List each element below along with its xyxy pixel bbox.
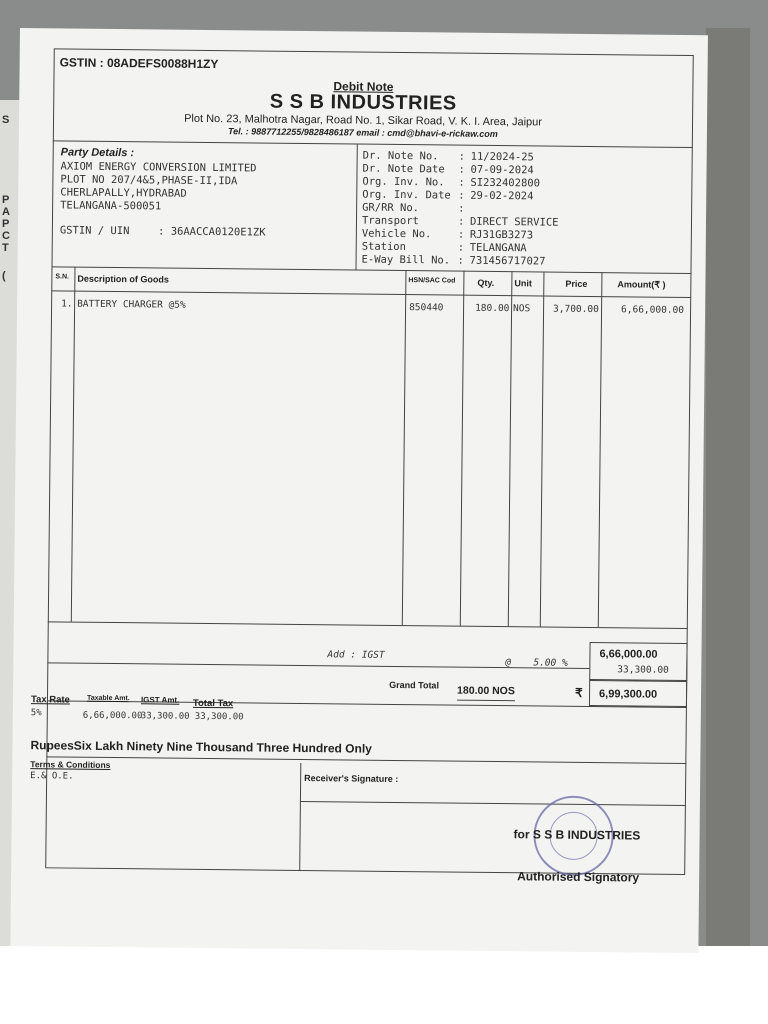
igst-amount: 33,300.00 bbox=[617, 664, 669, 676]
party-line: CHERLAPALLY,HYDRABAD bbox=[60, 186, 187, 200]
detail-value: SI232402800 bbox=[470, 176, 541, 190]
cell-description: BATTERY CHARGER @5% bbox=[77, 298, 186, 311]
side-letter: P bbox=[2, 218, 10, 230]
header-sn: S.N. bbox=[55, 273, 70, 281]
cell-amount: 6,66,000.00 bbox=[621, 304, 685, 316]
detail-value: 11/2024-25 bbox=[470, 150, 534, 164]
detail-row: Org. Inv. Date : 29-02-2024 bbox=[362, 188, 534, 203]
background-strip bbox=[706, 28, 750, 946]
grand-total-qty: 180.00 NOS bbox=[457, 685, 515, 702]
side-letter: ( bbox=[2, 270, 6, 282]
detail-row: Org. Inv. No. : SI232402800 bbox=[362, 175, 541, 190]
party-line: PLOT NO 207/4&5,PHASE-II,IDA bbox=[60, 173, 238, 188]
for-company-label: for S S B INDUSTRIES bbox=[513, 827, 641, 843]
detail-value: 07-09-2024 bbox=[470, 163, 534, 177]
party-line: TELANGANA-500051 bbox=[60, 199, 162, 213]
currency-symbol: ₹ bbox=[574, 685, 583, 700]
detail-row: Vehicle No. : RJ31GB3273 bbox=[361, 227, 534, 242]
total-tax-value: 33,300.00 bbox=[194, 711, 244, 723]
detail-value: TELANGANA bbox=[469, 241, 527, 255]
side-letter: P bbox=[2, 194, 10, 206]
terms-text: E.& O.E. bbox=[30, 771, 74, 782]
party-heading: Party Details : bbox=[60, 146, 135, 160]
party-address bbox=[60, 160, 257, 214]
side-letter: C bbox=[2, 230, 10, 242]
gstin-label: GSTIN bbox=[59, 55, 97, 70]
igst-amount-value: 33,300.00 bbox=[140, 711, 190, 722]
detail-label: Org. Inv. Date bbox=[362, 188, 451, 202]
detail-label: Dr. Note No. bbox=[362, 149, 439, 163]
detail-value: 29-02-2024 bbox=[470, 189, 534, 203]
header-hsn: HSN/SAC Cod bbox=[408, 277, 456, 285]
note-details bbox=[362, 150, 663, 271]
debit-note-page bbox=[10, 28, 708, 953]
document-title: Debit Note bbox=[333, 79, 394, 94]
tax-rate-value: 5% bbox=[30, 708, 42, 719]
total-tax-header: Total Tax bbox=[192, 697, 234, 710]
detail-value: RJ31GB3273 bbox=[469, 228, 534, 242]
detail-label: GR/RR No. bbox=[362, 201, 420, 215]
cell-qty: 180.00 bbox=[475, 302, 510, 315]
gstin-separator: : bbox=[99, 55, 104, 70]
header-price: Price bbox=[565, 278, 588, 289]
detail-label: Org. Inv. No. bbox=[362, 175, 445, 189]
gstin-value: 08ADEFS0088H1ZY bbox=[106, 55, 219, 72]
cell-unit: NOS bbox=[513, 303, 531, 315]
party-gstin-separator: : bbox=[158, 225, 165, 238]
company-contact: Tel. : 9887712255/9828486187 email : cmd@bhavi-e-rickaw.com bbox=[227, 126, 498, 140]
authorised-signatory: Authorised Signatory bbox=[517, 869, 640, 885]
header-qty: Qty. bbox=[477, 277, 495, 288]
subtotal-value: 6,66,000.00 bbox=[599, 648, 658, 661]
party-line: AXIOM ENERGY CONVERSION LIMITED bbox=[60, 160, 257, 175]
detail-label: Dr. Note Date bbox=[362, 162, 445, 176]
tax-rate-header: Tax Rate bbox=[30, 694, 70, 706]
cell-hsn: 850440 bbox=[409, 302, 444, 314]
side-letter: A bbox=[2, 206, 10, 218]
company-name: S S B INDUSTRIES bbox=[269, 90, 457, 115]
tax-summary bbox=[31, 690, 271, 733]
igst-at-sign: @ bbox=[505, 657, 512, 669]
cell-price: 3,700.00 bbox=[553, 303, 599, 316]
igst-amount-header: IGST Amt. bbox=[140, 695, 180, 705]
party-gstin-value: 36AACCA0120E1ZK bbox=[170, 225, 266, 239]
header-description: Description of Goods bbox=[77, 273, 169, 285]
party-gstin-label: GSTIN / UIN bbox=[59, 224, 130, 238]
detail-row: E-Way Bill No. : 731456717027 bbox=[361, 253, 546, 268]
side-letter: S bbox=[2, 114, 10, 126]
side-letter: T bbox=[2, 242, 9, 254]
detail-row: GR/RR No. : bbox=[362, 201, 465, 215]
detail-label: Station bbox=[361, 240, 407, 254]
header-amount: Amount(₹ ) bbox=[617, 279, 666, 290]
igst-rate: 5.00 % bbox=[533, 657, 568, 669]
igst-label: Add : IGST bbox=[327, 649, 385, 661]
detail-label: Transport bbox=[361, 214, 419, 228]
grand-total-value: 6,99,300.00 bbox=[598, 688, 658, 701]
cell-sn: 1. bbox=[61, 298, 73, 310]
taxable-amount-value: 6,66,000.00 bbox=[82, 710, 143, 722]
detail-value: 731456717027 bbox=[469, 254, 546, 268]
detail-row: Dr. Note No. : 11/2024-25 bbox=[362, 149, 534, 164]
detail-row: Station : TELANGANA bbox=[361, 240, 527, 255]
party-gstin bbox=[60, 224, 266, 238]
grand-total-label: Grand Total bbox=[389, 679, 440, 691]
detail-label: Vehicle No. bbox=[361, 227, 432, 241]
amount-in-words: RupeesSix Lakh Ninety Nine Thousand Three Hundred Only bbox=[30, 738, 372, 756]
detail-row: Transport : DIRECT SERVICE bbox=[361, 214, 559, 229]
detail-label: E-Way Bill No. bbox=[361, 253, 451, 267]
header-unit: Unit bbox=[514, 278, 532, 289]
company-address: Plot No. 23, Malhotra Nagar, Road No. 1, Sikar Road, V. K. I. Area, Jaipur bbox=[184, 112, 543, 129]
detail-value: DIRECT SERVICE bbox=[469, 215, 559, 229]
detail-row: Dr. Note Date : 07-09-2024 bbox=[362, 162, 534, 177]
company-gstin bbox=[60, 55, 219, 71]
receiver-signature-label: Receiver's Signature : bbox=[304, 773, 399, 785]
taxable-amount-header: Taxable Amt. bbox=[86, 694, 130, 703]
terms-heading: Terms & Conditions bbox=[30, 759, 111, 770]
